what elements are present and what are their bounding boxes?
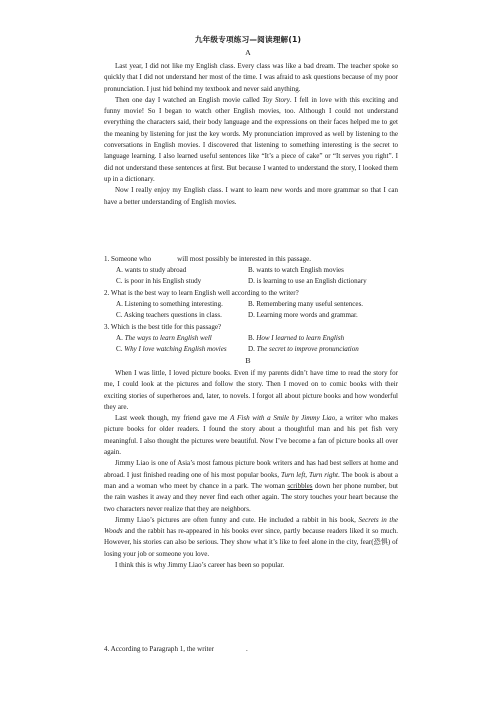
movie-title: Toy Story bbox=[262, 95, 290, 104]
question-2-options bbox=[116, 299, 398, 322]
question-3-stem: 3. Which is the best title for this passage? bbox=[104, 323, 222, 331]
option-c: C. Why I love watching English movies bbox=[116, 345, 227, 354]
passage-b-paragraph-3: Jimmy Liao is one of Asia’s most famous picture book writers and has had best sellers at home and abroad. I just finished reading one of his most popular books, Turn left, Turn right. The book is about a man and a woman who meet by chance in a park. The woman scribbles down her phone number, but the rain washes it away and they never find each other again. The story touches your heart because the two characters never realize that they are neighbors. bbox=[104, 459, 398, 513]
option-d: D. Learning more words and grammar. bbox=[248, 311, 358, 320]
option-d: D. is learning to use an English dictionary bbox=[248, 277, 367, 286]
question-4-stem: 4. According to Paragraph 1, the writer . bbox=[104, 645, 248, 653]
passage-b-paragraph-4: Jimmy Liao’s pictures are often funny and cute. He included a rabbit in his book, Secrets in the Woods and the rabbit has re-appeared in his books ever since, partly because readers liked it so much. However, his stories can also be serious. They show what it’s like to feel alone in the city, fear(恐惧) of losing your job or someone you love. bbox=[104, 515, 398, 558]
passage-b-paragraph-5: I think this is why Jimmy Liao’s career has been so popular. bbox=[115, 561, 285, 570]
page-title: 九年级专项练习—阅读理解(1) bbox=[194, 35, 302, 44]
question-2-stem: 2. What is the best way to learn English well according to the writer? bbox=[104, 289, 299, 297]
option-b: B. Remembering many useful sentences. bbox=[248, 300, 364, 308]
option-b: B. How I learned to learn English bbox=[248, 334, 345, 342]
passage-b-paragraph-2: Last week though, my friend gave me A Fish with a Smile by Jimmy Liao, a writer who makes picture books for older readers. I found the story about a thoughtful man and his pet fish very meaningful. I also thought the pictures were beautiful. Now I’ve become a fan of picture books all over again. bbox=[104, 414, 398, 457]
question-1-options bbox=[116, 265, 398, 288]
question-1-stem: 1. Someone who will most possibly be interested in this passage. bbox=[104, 255, 312, 263]
underlined-word: scribbles bbox=[287, 481, 313, 490]
option-c: C. is poor in his English study bbox=[116, 277, 202, 286]
passage-a-label: A bbox=[245, 48, 251, 57]
option-b: B. wants to watch English movies bbox=[248, 266, 344, 274]
book-title: Secrets in the Woods bbox=[104, 515, 398, 536]
passage-a-body bbox=[104, 61, 398, 208]
passage-a-paragraph-1: Last year, I did not like my English class. Every class was like a bad dream. The teacher spoke so quickly that I did not understand her most of the time. I was afraid to ask questions because of my poor pronunciation. I just hid behind my textbook and never said anything. bbox=[104, 62, 398, 93]
passage-b-label: B bbox=[245, 356, 251, 365]
book-title: Turn left, Turn right bbox=[281, 470, 338, 479]
passage-b-body bbox=[104, 368, 398, 571]
option-a: A. The ways to learn English well bbox=[116, 334, 212, 342]
option-a: A. wants to study abroad bbox=[116, 266, 187, 274]
passage-a-paragraph-3: Now I really enjoy my English class. I want to learn new words and more grammar so that I can have a better understanding of English movies. bbox=[104, 186, 398, 206]
passage-b-paragraph-1: When I was little, I loved picture books. Even if my parents didn’t have time to read the story for me, I could look at the pictures and follow the story. Then I moved on to comic books with their exciting stories of superheroes and, later, to novels. I forgot all about picture books and how wonderful they are. bbox=[104, 369, 398, 411]
book-title: A Fish with a Smile by Jimmy Liao bbox=[230, 414, 336, 423]
passage-a-paragraph-2: Then one day I watched an English movie called Toy Story. I fell in love with this exciting and funny movie! So I began to watch other English movies, too. Although I could not understand everything the characters said, their body language and the expressions on their faces helped me to get the meaning by listening for just the key words. My pronunciation improved as well by listening to the conversations in English movies. I discovered that listening to something interesting is the secret to language learning. I also learned useful sentences like “It’s a piece of cake” or “It serves you right”. I did not understand these sentences at first. But because I wanted to understand the story, I looked them up in a dictionary. bbox=[104, 95, 398, 183]
question-3-options bbox=[116, 333, 398, 356]
option-c: C. Asking teachers questions in class. bbox=[116, 311, 222, 320]
option-a: A. Listening to something interesting. bbox=[116, 300, 223, 308]
option-d: D. The secret to improve pronunciation bbox=[248, 345, 359, 354]
